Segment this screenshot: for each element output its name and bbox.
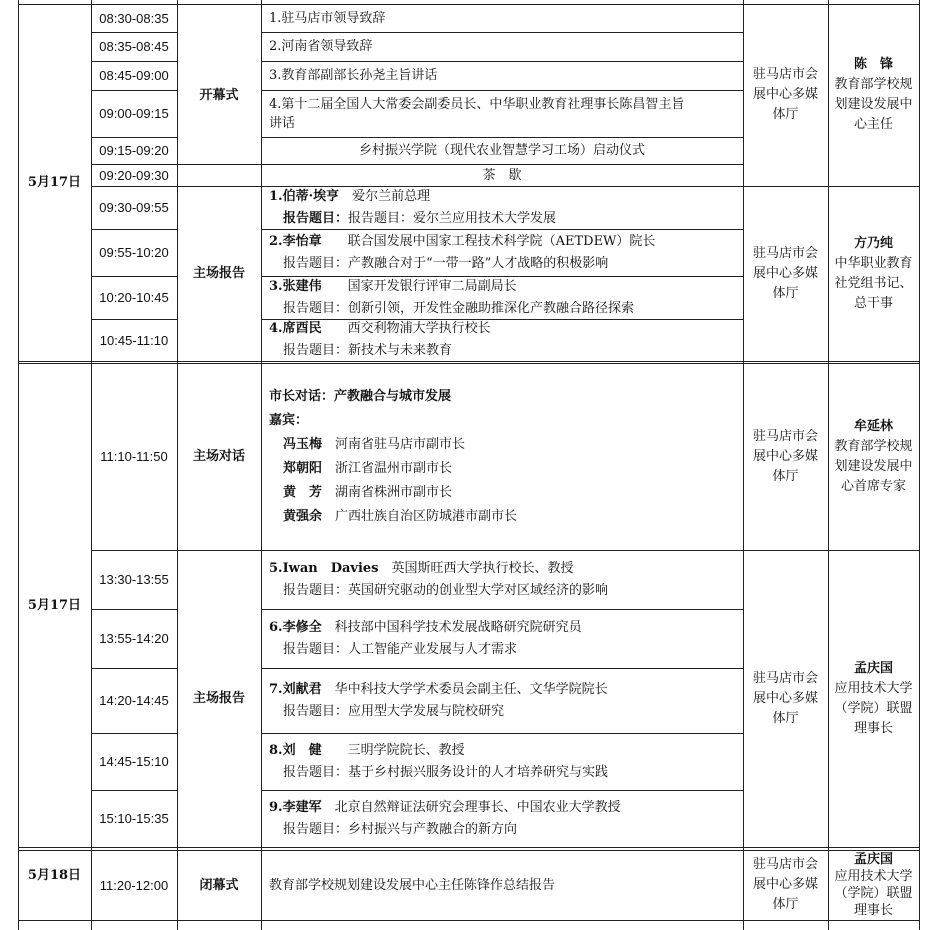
agenda-item: 1.驻马店市领导致辞 [269,10,386,26]
host-cell: 方乃纯 中华职业教育社党组书记、总干事 [834,235,913,311]
agenda-item: 3.教育部副部长孙尧主旨讲话 [269,68,438,83]
time-cell: 11:20-12:00 [99,877,169,893]
time-cell: 08:35-08:45 [99,39,169,54]
session-cell: 主场报告 [192,691,245,706]
host-cell: 牟延林 教育部学校规划建设发展中心首席专家 [834,418,913,494]
time-cell: 10:20-10:45 [99,290,169,305]
session-cell: 主场报告 [192,266,245,281]
session-cell: 闭幕式 [199,877,239,893]
report-item: 5.Iwan Davies 英国斯旺西大学执行校长、教授 报告题目：英国研究驱动的创业型大学对区域经济的影响 [269,560,609,598]
time-cell: 14:20-14:45 [99,693,169,708]
venue-cell: 驻马店市会展中心多媒体厅 [752,670,818,726]
dialog-item: 市长对话：产教融合与城市发展 嘉宾： 冯玉梅 河南省驻马店市副市长 郑朝阳 浙江省温州市副市长 黄 芳 湖南省株洲市副市长 黄强余 广西壮族自治区防城港市副市长 [269,388,518,524]
report-item: 9.李建军 北京自然辩证法研究会理事长、中国农业大学教授 报告题目：乡村振兴与产教融合的新方向 [269,799,621,837]
time-cell: 11:10-11:50 [100,449,168,464]
time-cell: 10:45-11:10 [99,332,169,348]
host-cell: 孟庆国 应用技术大学（学院）联盟理事长 [834,660,913,736]
venue-cell: 驻马店市会展中心多媒体厅 [752,428,818,484]
report-item: 2.李怡章 联合国发展中国家工程技术科学院（AETDEW）院长 报告题目：产教融合对于“一带一路”人才战略的积极影响 [269,233,656,271]
venue-cell: 驻马店市会展中心多媒体厅 [752,245,818,301]
date-cell: 5月17日 [27,597,82,613]
report-item: 8.刘 健 三明学院院长、教授 报告题目：基于乡村振兴服务设计的人才培养研究与实践 [269,742,609,780]
host-cell: 孟庆国 应用技术大学（学院）联盟理事长 [834,852,913,918]
time-cell: 09:00-09:15 [99,106,169,121]
report-item: 3.张建伟 国家开发银行评审二局副局长 报告题目：创新引领，开发性金融助推深化产教融合路径探索 [269,278,635,316]
report-item: 7.刘献君 华中科技大学学术委员会副主任、文华学院院长 报告题目：应用型大学发展与院校研究 [269,681,608,719]
time-cell: 13:30-13:55 [99,572,169,587]
time-cell: 14:45-15:10 [99,754,169,769]
time-cell: 09:20-09:30 [99,167,169,183]
agenda-item: 2.河南省领导致辞 [269,39,373,54]
venue-cell: 驻马店市会展中心多媒体厅 [752,857,818,912]
time-cell: 08:45-09:00 [99,68,169,83]
host-cell: 陈 锋 教育部学校规划建设发展中心主任 [834,57,913,132]
report-item: 4.席酉民 西交利物浦大学执行校长 报告题目：新技术与未来教育 [269,321,491,358]
time-cell: 15:10-15:35 [99,811,169,826]
time-cell: 13:55-14:20 [99,631,169,646]
session-cell: 主场对话 [192,449,245,464]
report-item: 6.李修全 科技部中国科学技术发展战略研究院研究员 报告题目：人工智能产业发展与人才需求 [269,619,582,657]
date-cell: 5月17日 [27,175,82,190]
agenda-item: 教育部学校规划建设发展中心主任陈锋作总结报告 [269,877,556,893]
session-cell: 开幕式 [199,87,239,103]
time-cell: 08:30-08:35 [99,10,169,26]
venue-cell: 驻马店市会展中心多媒体厅 [752,67,818,122]
tea-break: 茶 歇 [482,167,522,183]
date-cell: 5月18日 [27,867,82,883]
report-item: 1.伯蒂·埃亨 爱尔兰前总理 报告题目：报告题目：爱尔兰应用技术大学发展 [269,188,557,226]
time-cell: 09:15-09:20 [99,143,169,158]
time-cell: 09:55-10:20 [99,245,169,260]
time-cell: 09:30-09:55 [99,200,169,215]
agenda-item: 乡村振兴学院（现代农业智慧学习工场）启动仪式 [358,143,645,158]
agenda-item: 4.第十二届全国人大常委会副委员长、中华职业教育社理事长陈昌智主旨 讲话 [269,96,685,131]
